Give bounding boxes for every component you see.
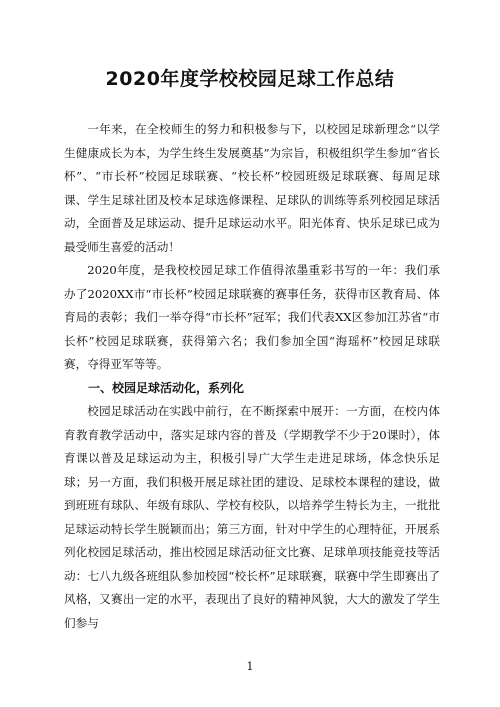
paragraph-section1: 校园足球活动在实践中前行，在不断探索中展开：一方面，在校内体育教育教学活动中，落实足球内容的普及（学期教学不少于20课时），体育课以普及足球运动为主，积极引导广大学生走进足球场，体念快乐足球；另一方面，我们积极开展足球社团的建设、足球校本课程的建设，做到班班有球队、年级有球队、学校有校队，以培养学生特长为主，一批批足球运动特长学生脱颖而出；第三方面，针对中学生的心理特征，开展系列化校园足球活动，推出校园足球活动征文比赛、足球单项技能竞技等活动：七八九级各班组队参加校园“校长杯”足球联赛，联赛中学生即赛出了风格，又赛出一定的水平，表现出了良好的精神风貌，大大的激发了学生们参与: [64, 404, 440, 630]
section-heading: 一、校园足球活动化，系列化: [88, 380, 245, 395]
paragraph-2020: 2020年度，是我校校园足球工作值得浓墨重彩书写的一年：我们承办了2020XX市“市长杯”校园足球联赛的赛事任务，获得市区教育局、体育局的表彰；我们一举夺得“市长杯”冠军；我们代表XX区参加江苏省“市长杯”校园足球联赛，获得第六名；我们参加全国“海瑶杯”校园足球联赛，夺得亚军等等。: [64, 263, 440, 371]
document-body: [64, 118, 440, 635]
page-number: 1: [246, 660, 254, 673]
document-title: 2020年度学校校园足球工作总结: [105, 68, 395, 90]
paragraph-intro: 一年来，在全校师生的努力和积极参与下，以校园足球新理念“以学生健康成长为本，为学生终生发展奠基”为宗旨，积极组织学生参加“省长杯”、“市长杯”校园足球联赛、“校长杯”校园班级足球联赛、每周足球课、学生足球社团及校本足球选修课程、足球队的训练等系列校园足球活动，全面普及足球运动、提升足球运动水平。阳光体育、快乐足球已成为最受师生喜爱的活动！: [64, 122, 440, 254]
